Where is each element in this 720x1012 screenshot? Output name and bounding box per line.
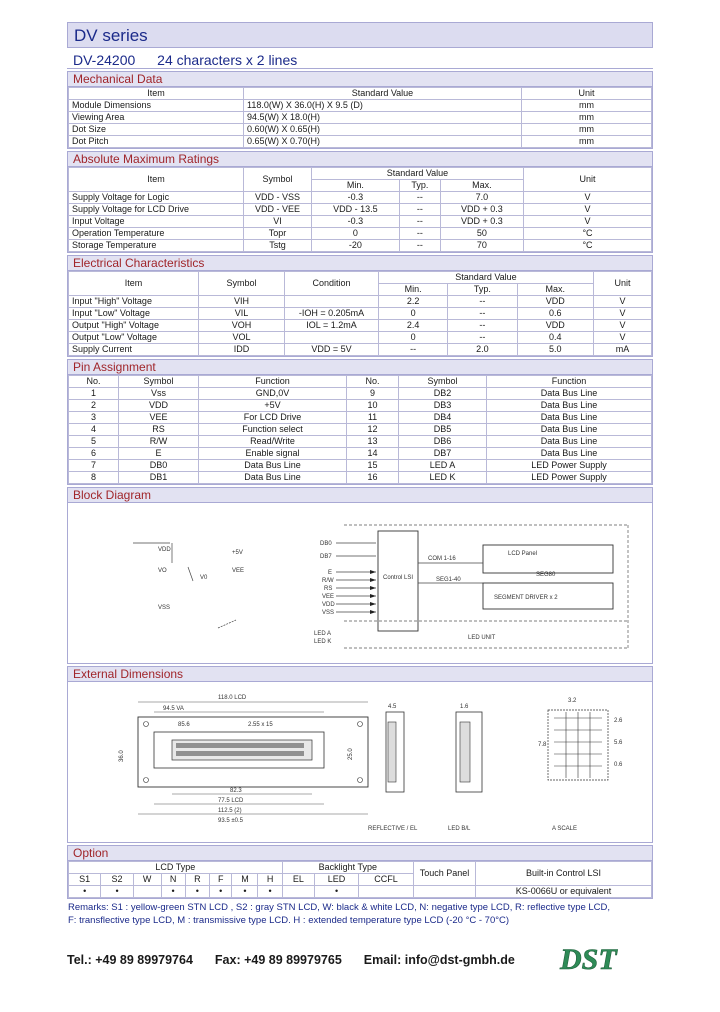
table-cell: V	[524, 216, 652, 228]
pin-table	[68, 375, 652, 484]
led-bl-label: LED B/L	[448, 826, 471, 832]
vee-label: VEE	[322, 594, 335, 600]
series-title: DV series	[67, 22, 653, 48]
table-row	[69, 136, 652, 148]
table-cell: 16	[347, 472, 399, 484]
option-mark: •	[185, 886, 209, 898]
table-cell: RS	[119, 424, 199, 436]
table-cell: -0.3	[312, 216, 400, 228]
table-cell: --	[399, 228, 440, 240]
table-cell: Data Bus Line	[199, 460, 347, 472]
electrical-table	[68, 271, 652, 356]
table-cell: mA	[594, 344, 652, 356]
table-cell: --	[399, 216, 440, 228]
table-row	[69, 472, 652, 484]
table-cell: Dot Size	[69, 124, 244, 136]
table-cell: LED A	[399, 460, 487, 472]
option-mark	[282, 886, 314, 898]
table-cell: 14	[347, 448, 399, 460]
table-cell: VDD = 5V	[285, 344, 379, 356]
table-header: Min.	[312, 180, 400, 192]
table-header: Symbol	[399, 376, 487, 388]
table-header: No.	[69, 376, 119, 388]
table-cell: VDD	[119, 400, 199, 412]
table-cell: Supply Voltage for LCD Drive	[69, 204, 244, 216]
table-row	[69, 412, 652, 424]
table-row	[69, 240, 652, 252]
table-cell: Vss	[119, 388, 199, 400]
option-mark: •	[232, 886, 258, 898]
db0-label: DB0	[320, 541, 332, 547]
table-cell: --	[448, 296, 517, 308]
table-header: Unit	[522, 88, 652, 100]
table-cell: 11	[347, 412, 399, 424]
table-cell: Module Dimensions	[69, 100, 244, 112]
table-row	[69, 332, 652, 344]
com-label: COM 1-16	[428, 556, 456, 562]
section-title: Pin Assignment	[68, 360, 652, 375]
table-cell: °C	[524, 240, 652, 252]
option-col: CCFL	[359, 874, 414, 886]
option-col: LED	[315, 874, 359, 886]
table-cell: VDD	[517, 320, 594, 332]
table-cell: °C	[524, 228, 652, 240]
table-cell: DB5	[399, 424, 487, 436]
table-cell: V	[594, 320, 652, 332]
table-cell: V	[524, 204, 652, 216]
table-cell: 12	[347, 424, 399, 436]
e-label: E	[328, 570, 333, 576]
table-cell: --	[448, 308, 517, 320]
table-cell: 1	[69, 388, 119, 400]
option-col: F	[209, 874, 231, 886]
table-header: Typ.	[448, 284, 517, 296]
table-cell: R/W	[119, 436, 199, 448]
dim-36: 36.0	[119, 750, 125, 762]
table-cell: Data Bus Line	[487, 412, 652, 424]
vss-label: VSS	[158, 605, 171, 611]
table-row	[69, 344, 652, 356]
dimension-drawing	[68, 682, 652, 842]
dim-118: 118.0 LCD	[218, 695, 247, 701]
table-cell: 0.65(W) X 0.70(H)	[244, 136, 522, 148]
table-header: Standard Value	[312, 168, 524, 180]
table-cell: VIL	[199, 308, 285, 320]
option-col: S1	[69, 874, 101, 886]
dim-2-6: 2.6	[614, 718, 623, 724]
table-row	[69, 228, 652, 240]
table-cell: VEE	[119, 412, 199, 424]
table-row	[69, 216, 652, 228]
table-cell: DB3	[399, 400, 487, 412]
table-cell: IDD	[199, 344, 285, 356]
option-mark	[359, 886, 414, 898]
table-cell: 2	[69, 400, 119, 412]
section-title: External Dimensions	[68, 667, 652, 682]
table-cell: 5.0	[517, 344, 594, 356]
table-header: Max.	[517, 284, 594, 296]
table-cell: VDD - VSS	[244, 192, 312, 204]
table-cell: 0.60(W) X 0.65(H)	[244, 124, 522, 136]
table-header: Built-in Control LSI	[476, 862, 652, 886]
table-header: Condition	[285, 272, 379, 296]
table-cell: 94.5(W) X 18.0(H)	[244, 112, 522, 124]
dim-935: 93.5 ±0.5	[218, 818, 243, 824]
table-cell: Tstg	[244, 240, 312, 252]
table-header: Unit	[524, 168, 652, 192]
section-title: Block Diagram	[68, 488, 652, 503]
section-title: Option	[68, 846, 652, 861]
table-row	[69, 424, 652, 436]
mechanical-table	[68, 87, 652, 148]
table-header: Min.	[379, 284, 448, 296]
option-mark: •	[161, 886, 185, 898]
table-cell: Dot Pitch	[69, 136, 244, 148]
dst-logo-text: DST	[560, 943, 617, 974]
email-link[interactable]: Email: info@dst-gmbh.de	[363, 953, 515, 967]
table-header: Function	[199, 376, 347, 388]
dim-775: 77.5 LCD	[218, 798, 244, 804]
datasheet-page	[67, 22, 653, 927]
block-diagram	[68, 503, 652, 663]
table-cell: DB0	[119, 460, 199, 472]
table-cell: 10	[347, 400, 399, 412]
table-cell: Input "High" Voltage	[69, 296, 199, 308]
table-cell: 70	[440, 240, 523, 252]
table-cell: 2.4	[379, 320, 448, 332]
dim-3-2: 3.2	[568, 698, 577, 704]
table-header: Max.	[440, 180, 523, 192]
table-row	[69, 192, 652, 204]
option-mark: •	[101, 886, 133, 898]
table-row	[69, 112, 652, 124]
table-row	[69, 400, 652, 412]
table-cell: For LCD Drive	[199, 412, 347, 424]
table-cell: Topr	[244, 228, 312, 240]
rw-label: R/W	[322, 578, 334, 584]
vss-pin-label: VSS	[322, 610, 335, 616]
table-cell: Data Bus Line	[487, 448, 652, 460]
table-row	[69, 886, 652, 898]
table-header: Touch Panel	[414, 862, 476, 886]
section-title: Electrical Characteristics	[68, 256, 652, 271]
table-cell: Enable signal	[199, 448, 347, 460]
table-cell: mm	[522, 100, 652, 112]
table-cell: DB1	[119, 472, 199, 484]
dst-logo	[556, 942, 648, 974]
lcd-panel-label: LCD Panel	[508, 551, 538, 557]
table-row	[69, 296, 652, 308]
option-col: H	[258, 874, 282, 886]
table-cell: 9	[347, 388, 399, 400]
table-cell: 118.0(W) X 36.0(H) X 9.5 (D)	[244, 100, 522, 112]
table-header: Symbol	[119, 376, 199, 388]
table-cell: 7.0	[440, 192, 523, 204]
remarks-line-2: F: transflective type LCD, M : transmissive type LCD. H : extended temperature type LCD (-20 °C - 70°C)	[68, 915, 510, 926]
table-cell: Output "High" Voltage	[69, 320, 199, 332]
table-cell: V	[594, 332, 652, 344]
table-cell: Data Bus Line	[487, 388, 652, 400]
telephone: Tel.: +49 89 89979764	[67, 953, 193, 967]
table-cell: mm	[522, 136, 652, 148]
table-cell: VI	[244, 216, 312, 228]
table-row	[69, 204, 652, 216]
table-cell: E	[119, 448, 199, 460]
table-cell	[285, 296, 379, 308]
option-col: N	[161, 874, 185, 886]
vo-label: VO	[158, 568, 167, 574]
table-cell: VDD - VEE	[244, 204, 312, 216]
table-cell: LED Power Supply	[487, 472, 652, 484]
table-cell: 0	[312, 228, 400, 240]
table-cell: 4	[69, 424, 119, 436]
table-cell: Operation Temperature	[69, 228, 244, 240]
table-cell: VDD + 0.3	[440, 216, 523, 228]
table-row	[69, 124, 652, 136]
option-mark: •	[69, 886, 101, 898]
table-cell: mm	[522, 124, 652, 136]
section-title: Mechanical Data	[68, 72, 652, 87]
table-cell: 7	[69, 460, 119, 472]
v0-label: V0	[200, 575, 208, 581]
vee-pot-label: VEE	[232, 568, 245, 574]
segment-driver-label: SEGMENT DRIVER x 2	[494, 595, 558, 601]
option-col: R	[185, 874, 209, 886]
remarks-line-1: Remarks: S1 : yellow-green STN LCD , S2 : gray STN LCD, W: black & white LCD, N: negative type LCD, R: reflective type LCD,	[68, 902, 611, 913]
table-cell: Read/Write	[199, 436, 347, 448]
table-cell: V	[594, 308, 652, 320]
table-header: Function	[487, 376, 652, 388]
dim-1-6: 1.6	[460, 704, 469, 710]
table-header: LCD Type	[69, 862, 283, 874]
table-header: Symbol	[199, 272, 285, 296]
table-cell: 2.2	[379, 296, 448, 308]
table-header: Standard Value	[379, 272, 594, 284]
table-cell: Data Bus Line	[487, 424, 652, 436]
absolute-ratings-section	[67, 151, 653, 253]
table-row	[69, 100, 652, 112]
table-cell: VDD - 13.5	[312, 204, 400, 216]
table-header: Backlight Type	[282, 862, 413, 874]
table-cell: --	[379, 344, 448, 356]
table-cell	[285, 332, 379, 344]
option-section	[67, 845, 653, 899]
table-cell: Input "Low" Voltage	[69, 308, 199, 320]
table-cell: Data Bus Line	[487, 400, 652, 412]
electrical-section	[67, 255, 653, 357]
table-cell: Function select	[199, 424, 347, 436]
table-header: Item	[69, 88, 244, 100]
dimension-drawing-svg	[68, 682, 652, 842]
table-cell: 6	[69, 448, 119, 460]
table-header: Symbol	[244, 168, 312, 192]
dim-823: 82.3	[230, 788, 242, 794]
table-row	[69, 448, 652, 460]
table-cell: Supply Voltage for Logic	[69, 192, 244, 204]
table-cell: --	[448, 332, 517, 344]
section-title: Absolute Maximum Ratings	[68, 152, 652, 167]
table-cell: mm	[522, 112, 652, 124]
seg80-label: SEG80	[536, 572, 556, 578]
rs-label: RS	[324, 586, 333, 592]
block-diagram-svg	[68, 503, 652, 663]
table-cell: DB6	[399, 436, 487, 448]
db7-label: DB7	[320, 554, 332, 560]
table-row	[69, 388, 652, 400]
table-cell: LED K	[399, 472, 487, 484]
table-cell: VOL	[199, 332, 285, 344]
table-cell: Supply Current	[69, 344, 199, 356]
external-dimensions-section	[67, 666, 653, 843]
table-cell: 0	[379, 332, 448, 344]
table-header: Standard Value	[244, 88, 522, 100]
table-cell: --	[448, 320, 517, 332]
table-cell: IOL = 1.2mA	[285, 320, 379, 332]
table-cell: 13	[347, 436, 399, 448]
table-cell: LED Power Supply	[487, 460, 652, 472]
table-row	[69, 308, 652, 320]
dim-5-6: 5.6	[614, 740, 623, 746]
table-cell: +5V	[199, 400, 347, 412]
table-row	[69, 436, 652, 448]
table-cell: --	[399, 192, 440, 204]
p5v-label: +5V	[232, 550, 243, 556]
option-col: S2	[101, 874, 133, 886]
table-cell: VIH	[199, 296, 285, 308]
reflective-label: REFLECTIVE / EL	[368, 826, 418, 832]
table-cell: DB2	[399, 388, 487, 400]
table-cell: 2.0	[448, 344, 517, 356]
table-row	[69, 320, 652, 332]
table-cell: VDD	[517, 296, 594, 308]
table-cell: V	[594, 296, 652, 308]
dim-94: 94.5 VA	[163, 706, 184, 712]
option-col: M	[232, 874, 258, 886]
option-mark: •	[258, 886, 282, 898]
table-cell: Viewing Area	[69, 112, 244, 124]
dim-0-6: 0.6	[614, 762, 623, 768]
table-cell: Data Bus Line	[487, 436, 652, 448]
model-number: DV-24200	[73, 52, 136, 68]
table-header: Item	[69, 272, 199, 296]
dim-25: 25.0	[348, 748, 354, 760]
table-cell: 8	[69, 472, 119, 484]
dim-7-8: 7.8	[538, 742, 547, 748]
dim-1125: 112.5 (2)	[218, 808, 242, 814]
fax: Fax: +49 89 89979765	[214, 953, 342, 967]
table-cell: GND,0V	[199, 388, 347, 400]
block-diagram-section	[67, 487, 653, 664]
table-cell: V	[524, 192, 652, 204]
option-touch-value	[414, 886, 476, 898]
seg-label: SEG1-40	[436, 577, 461, 583]
table-cell: 0.6	[517, 308, 594, 320]
option-col: EL	[282, 874, 314, 886]
table-cell: 0.4	[517, 332, 594, 344]
table-cell: Output "Low" Voltage	[69, 332, 199, 344]
option-col: W	[133, 874, 161, 886]
vdd-label: VDD	[158, 547, 171, 553]
pin-assignment-section	[67, 359, 653, 485]
dim-pitch: 2.55 x 15	[248, 722, 273, 728]
table-cell: -IOH = 0.205mA	[285, 308, 379, 320]
option-lsi-value: KS-0066U or equivalent	[476, 886, 652, 898]
table-cell: 50	[440, 228, 523, 240]
model-subtitle	[67, 50, 653, 69]
table-cell: 0	[379, 308, 448, 320]
absolute-table	[68, 167, 652, 252]
table-cell: 3	[69, 412, 119, 424]
table-header: No.	[347, 376, 399, 388]
remarks	[67, 901, 653, 927]
option-mark	[133, 886, 161, 898]
table-header: Item	[69, 168, 244, 192]
table-cell: --	[399, 204, 440, 216]
dim-85: 85.6	[178, 722, 190, 728]
table-cell: -20	[312, 240, 400, 252]
table-cell: 15	[347, 460, 399, 472]
table-cell: DB4	[399, 412, 487, 424]
table-cell: -0.3	[312, 192, 400, 204]
ledk-label: LED K	[314, 639, 332, 645]
table-row	[69, 460, 652, 472]
table-cell: Data Bus Line	[199, 472, 347, 484]
dim-4-5: 4.5	[388, 704, 397, 710]
option-table	[68, 861, 652, 898]
detail-label: A SCALE	[552, 826, 578, 832]
table-cell: VDD + 0.3	[440, 204, 523, 216]
table-cell: VOH	[199, 320, 285, 332]
model-description: 24 characters x 2 lines	[157, 52, 298, 68]
table-cell: --	[399, 240, 440, 252]
option-mark: •	[315, 886, 359, 898]
option-mark: •	[209, 886, 231, 898]
lsi-label: Control LSI	[383, 575, 414, 581]
leda-label: LED A	[314, 631, 332, 637]
mechanical-data-section	[67, 71, 653, 149]
table-header: Typ.	[399, 180, 440, 192]
table-cell: Input Voltage	[69, 216, 244, 228]
table-cell: DB7	[399, 448, 487, 460]
table-header: Unit	[594, 272, 652, 296]
led-unit-label: LED UNIT	[468, 635, 496, 641]
vdd-pin-label: VDD	[322, 602, 335, 608]
table-cell: 5	[69, 436, 119, 448]
table-cell: Storage Temperature	[69, 240, 244, 252]
